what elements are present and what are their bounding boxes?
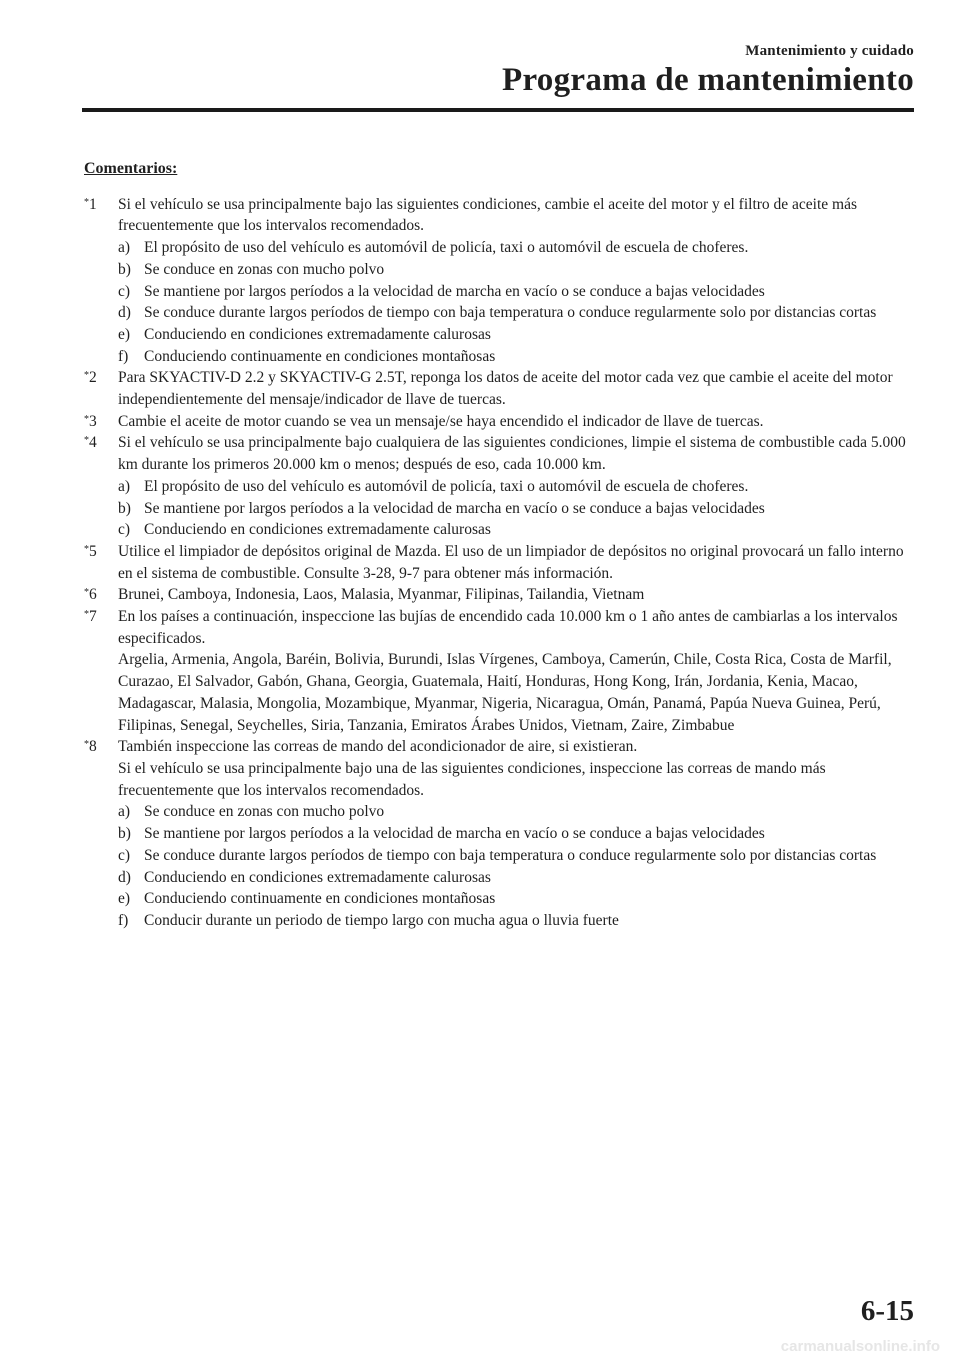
footnote-marker: *4 <box>84 434 97 452</box>
notes-list <box>84 194 916 932</box>
list-item-text: Se conduce durante largos períodos de tiempo con baja temperatura o conduce regularmente solo por distancias cortas <box>144 846 877 864</box>
footnote-text: Si el vehículo se usa principalmente bajo cualquiera de las siguientes condiciones, limpie el sistema de combustible cada 5.000 km durante los primeros 20.000 km o menos; después de eso, cada 10.000 km. <box>118 434 906 474</box>
list-item-marker: a) <box>118 803 131 821</box>
list-item-text: Se conduce durante largos períodos de tiempo con baja temperatura o conduce regularmente solo por distancias cortas <box>144 304 877 322</box>
list-item-marker: c) <box>118 282 131 300</box>
list-item-marker: c) <box>118 846 131 864</box>
watermark: carmanualsonline.info <box>780 1338 940 1355</box>
footnote-text: Utilice el limpiador de depósitos original de Mazda. El uso de un limpiador de depósitos no original provocará un fallo interno en el sistema de combustible. Consulte 3-28, 9-7 para obtener más información. <box>118 542 904 582</box>
header-divider <box>82 108 914 112</box>
list-item-marker: f) <box>118 347 129 365</box>
list-item-marker: b) <box>118 499 131 517</box>
list-item-marker: a) <box>118 239 131 257</box>
footnote-marker: *7 <box>84 608 97 626</box>
footnote-body <box>118 584 916 606</box>
list-item-marker: f) <box>118 911 129 929</box>
list-item <box>118 302 916 324</box>
page-number: 6-15 <box>860 1295 914 1327</box>
list-item <box>118 823 916 845</box>
footnote-8 <box>84 736 916 931</box>
list-item <box>118 281 916 303</box>
footnote-marker: *3 <box>84 412 97 430</box>
list-item <box>118 237 916 259</box>
header-section-label: Mantenimiento y cuidado <box>745 43 914 59</box>
footnote-4 <box>84 432 916 541</box>
footnote-3 <box>84 411 916 433</box>
list-item-text: Se mantiene por largos períodos a la velocidad de marcha en vacío o se conduce a bajas velocidades <box>144 499 765 517</box>
footnote-7 <box>84 606 916 736</box>
list-item <box>118 867 916 889</box>
list-item-marker: c) <box>118 521 131 539</box>
list-item-text: Se mantiene por largos períodos a la velocidad de marcha en vacío o se conduce a bajas velocidades <box>144 825 765 843</box>
footnote-1 <box>84 194 916 368</box>
footnote-marker: *5 <box>84 542 97 560</box>
list-item-marker: b) <box>118 825 131 843</box>
footnote-2 <box>84 367 916 410</box>
list-item-text: El propósito de uso del vehículo es automóvil de policía, taxi o automóvil de escuela de choferes. <box>144 239 749 257</box>
list-item-marker: e) <box>118 890 131 908</box>
footnote-marker: *2 <box>84 369 97 387</box>
list-item-text: Conduciendo en condiciones extremadamente calurosas <box>144 325 491 343</box>
list-item-text: El propósito de uso del vehículo es automóvil de policía, taxi o automóvil de escuela de choferes. <box>144 477 749 495</box>
footnote-text: También inspeccione las correas de mando del acondicionador de aire, si existieran. <box>118 738 638 756</box>
list-item-text: Conduciendo en condiciones extremadamente calurosas <box>144 521 491 539</box>
footnote-body <box>118 736 916 931</box>
list-item-marker: d) <box>118 868 131 886</box>
comments-heading: Comentarios: <box>84 160 178 177</box>
list-item <box>118 498 916 520</box>
list-item-marker: a) <box>118 477 131 495</box>
footnote-body <box>118 432 916 541</box>
footnote-body <box>118 194 916 368</box>
list-item-text: Se conduce en zonas con mucho polvo <box>144 260 385 278</box>
footnote-extra-text: Si el vehículo se usa principalmente bajo una de las siguientes condiciones, inspeccione las correas de mando más frecuentemente que los intervalos recomendados. <box>118 759 826 799</box>
list-item-text: Conduciendo continuamente en condiciones montañosas <box>144 890 496 908</box>
footnote-body <box>118 541 916 584</box>
footnote-marker: *6 <box>84 586 97 604</box>
list-item-text: Se conduce en zonas con mucho polvo <box>144 803 385 821</box>
footnote-marker: *8 <box>84 738 97 756</box>
footnote-text: Si el vehículo se usa principalmente bajo las siguientes condiciones, cambie el aceite del motor y el filtro de aceite más frecuentemente que los intervalos recomendados. <box>118 195 858 235</box>
footnote-body <box>118 411 916 433</box>
footnote-text: Cambie el aceite de motor cuando se vea un mensaje/se haya encendido el indicador de llave de tuercas. <box>118 412 764 430</box>
footnote-body <box>118 367 916 410</box>
list-item <box>118 259 916 281</box>
footnote-body <box>118 606 916 736</box>
list-item <box>118 476 916 498</box>
list-item-text: Conduciendo continuamente en condiciones montañosas <box>144 347 496 365</box>
list-item-text: Conducir durante un periodo de tiempo largo con mucha agua o lluvia fuerte <box>144 911 619 929</box>
list-item <box>118 888 916 910</box>
list-item <box>118 519 916 541</box>
list-item-text: Conduciendo en condiciones extremadamente calurosas <box>144 868 491 886</box>
footnote-extra-text: Argelia, Armenia, Angola, Baréin, Bolivia, Burundi, Islas Vírgenes, Camboya, Camerún, Chile, Costa Rica, Costa de Marfil, Curazao, El Salvador, Gabón, Ghana, Georgia, Guatemala, Haití, Honduras, Hong Kong, Irán, Jordania, Kenia, Macao, Madagascar, Malasia, Mongolia, Mozambique, Myanmar, Nigeria, Nicaragua, Omán, Panamá, Papúa Nueva Guinea, Perú, Filipinas, Senegal, Seychelles, Siria, Tanzania, Emiratos Árabes Unidos, Vietnam, Zaire, Zimbabue <box>118 651 892 734</box>
footnote-text: Brunei, Camboya, Indonesia, Laos, Malasia, Myanmar, Filipinas, Tailandia, Vietnam <box>118 586 645 604</box>
list-item <box>118 346 916 368</box>
footnote-6 <box>84 584 916 606</box>
footnote-text: En los países a continuación, inspeccione las bujías de encendido cada 10.000 km o 1 año antes de cambiarlas a los intervalos especificados. <box>118 608 898 647</box>
footnote-marker: *1 <box>84 195 97 213</box>
list-item <box>118 845 916 867</box>
list-item-marker: e) <box>118 325 131 343</box>
page-title: Programa de mantenimiento <box>502 62 914 98</box>
list-item-marker: b) <box>118 260 131 278</box>
footnote-5 <box>84 541 916 584</box>
list-item <box>118 910 916 932</box>
main-content <box>84 158 916 932</box>
list-item-marker: d) <box>118 304 131 322</box>
list-item-text: Se mantiene por largos períodos a la velocidad de marcha en vacío o se conduce a bajas velocidades <box>144 282 765 300</box>
footnote-text: Para SKYACTIV-D 2.2 y SKYACTIV-G 2.5T, reponga los datos de aceite del motor cada vez que cambie el aceite del motor independientemente del mensaje/indicador de llave de tuercas. <box>118 369 893 409</box>
list-item <box>118 324 916 346</box>
list-item <box>118 801 916 823</box>
